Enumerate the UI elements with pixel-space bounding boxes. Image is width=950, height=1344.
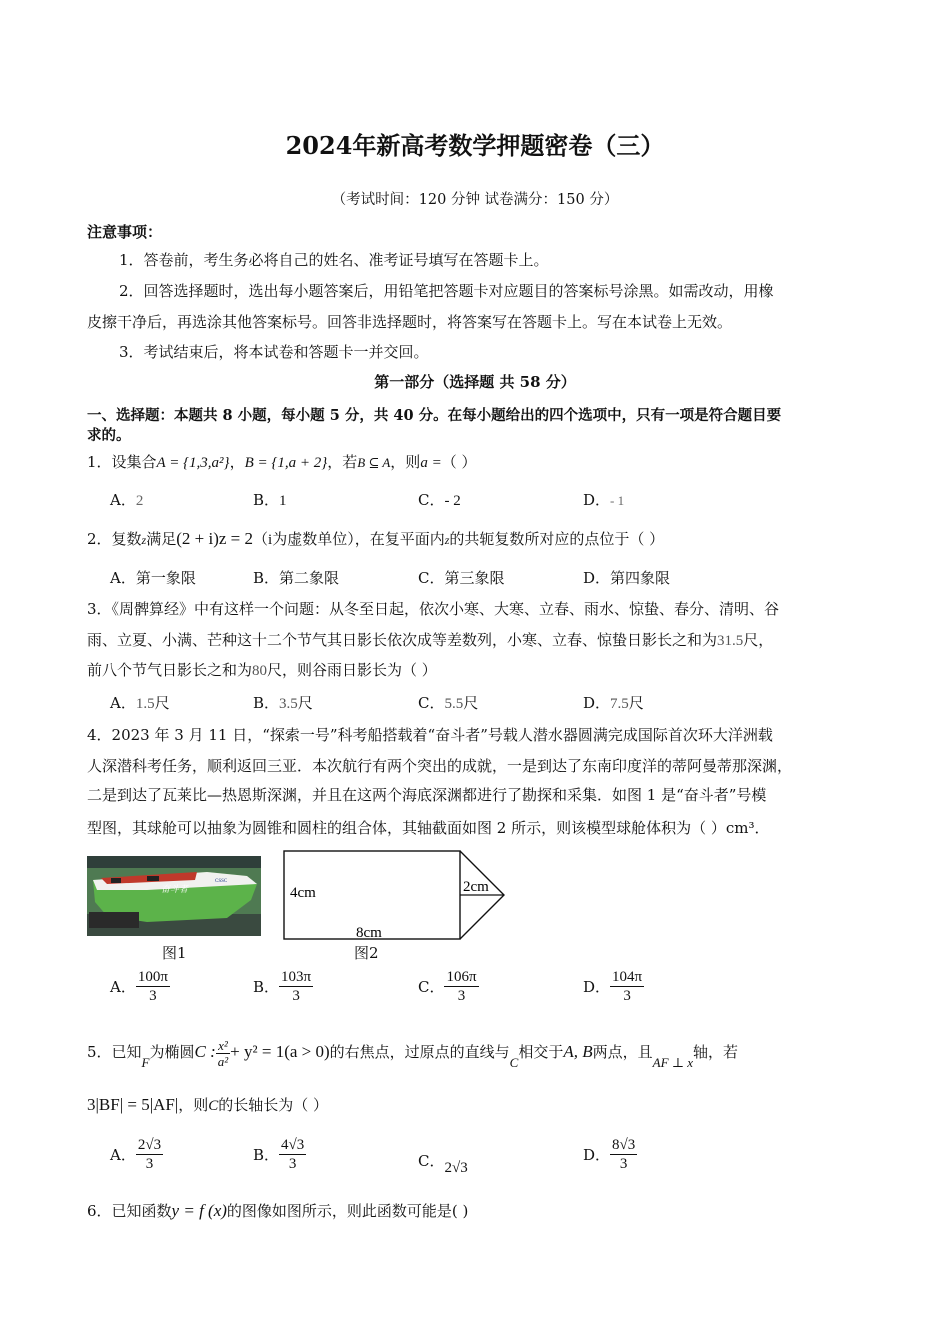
notice-item: 3．考试结束后，将本试卷和答题卡一并交回。 <box>119 343 429 361</box>
q5-option-a <box>110 1136 163 1173</box>
q3-text: 前八个节气日影长之和为 <box>87 661 253 679</box>
q5-line2 <box>87 1094 328 1115</box>
option-label: D． <box>583 569 611 587</box>
fraction-numerator: 103π <box>281 969 312 985</box>
section-heading-cont: 求的。 <box>87 427 131 444</box>
figure-2-diagram <box>282 848 512 944</box>
fraction-denominator: 3 <box>145 1156 154 1172</box>
q6-function: y = f (x) <box>171 1201 227 1220</box>
q3-text: 雨、立夏、小满、芒种这十二个节气其日影长依次成等差数列，小寒、立春、惊蛰日影长之和为 <box>87 631 718 649</box>
q5-perp: AF ⊥ x <box>652 1055 694 1070</box>
fraction-numerator: 106π <box>446 969 477 985</box>
option-label: D． <box>583 1146 611 1164</box>
fraction-numerator: 2√3 <box>137 1137 162 1153</box>
exam-info: （考试时间：120 分钟 试卷满分：150 分） <box>331 192 619 208</box>
option-unit: 尺 <box>463 694 479 712</box>
option-fraction <box>444 968 478 1005</box>
option-label: B． <box>253 978 280 996</box>
q3-value: 80 <box>252 663 268 679</box>
q3-line2 <box>87 629 773 650</box>
question-6 <box>87 1200 468 1221</box>
fraction-numerator: 100π <box>137 969 168 985</box>
q4-option-b <box>253 968 313 1005</box>
q1-option-d <box>583 489 624 510</box>
label-length: 8cm <box>356 925 382 941</box>
q5-ellipse-name: C : <box>194 1042 216 1061</box>
q4-option-d <box>583 968 644 1005</box>
fraction-denominator: 3 <box>288 1156 297 1172</box>
q1-condition: B ⊆ A <box>357 455 391 470</box>
label-height: 4cm <box>290 885 316 901</box>
q6-text: 6．已知函数 <box>87 1202 172 1220</box>
q5-text: 的右焦点，过原点的直线与 <box>329 1043 510 1061</box>
option-value: 7.5 <box>610 696 629 712</box>
option-value: 第二象限 <box>279 569 340 587</box>
option-label: C． <box>418 978 445 996</box>
q5-points: A, B <box>563 1042 593 1061</box>
q5-ellipse-eq: + y² = 1(a > 0) <box>230 1042 330 1061</box>
option-label: B． <box>253 694 280 712</box>
q5-text: 轴，若 <box>693 1043 739 1061</box>
option-unit: 尺 <box>628 694 644 712</box>
option-value: 第四象限 <box>610 569 671 587</box>
section-heading: 一、选择题：本题共 8 小题，每小题 5 分，共 40 分。在每小题给出的四个选项中，只有一项是符合题目要 <box>87 407 782 424</box>
fraction-numerator: 104π <box>612 969 643 985</box>
option-value: 2 <box>135 493 144 509</box>
q1-text: （ ） <box>441 453 477 471</box>
q4-option-a <box>110 968 170 1005</box>
notice-item: 2．回答选择题时，选出每小题答案后，用铅笔把答题卡对应题目的答案标号涂黑。如需改动，用橡 <box>119 282 774 300</box>
q3-option-c <box>418 692 478 713</box>
page-title: 2024年新高考数学押题密卷（三） <box>285 131 665 160</box>
option-label: B． <box>253 1146 280 1164</box>
option-label: A． <box>110 978 136 996</box>
question-5 <box>87 1030 738 1085</box>
q3-text: 尺，则谷雨日影长为（ ） <box>267 661 437 679</box>
option-value: 1 <box>279 493 287 509</box>
q2-text: 2．复数 <box>87 530 142 548</box>
fraction-denominator: 3 <box>292 988 300 1004</box>
q2-option-b <box>253 567 339 588</box>
photo-label: 奋斗者 <box>161 884 189 894</box>
q5-option-b <box>253 1136 306 1173</box>
question-1 <box>87 451 476 472</box>
q1-ask: a = <box>420 455 442 471</box>
q4-line3: 二是到达了瓦莱比—热恩斯深渊，并且在这两个海底深渊都进行了勘探和采集．如图 1 是“奋斗者”号模 <box>87 786 767 804</box>
option-value: 5.5 <box>444 696 464 712</box>
option-value: - 2 <box>444 493 461 509</box>
option-label: C． <box>418 694 445 712</box>
option-value: 2√3 <box>444 1160 468 1176</box>
q1-set-b: B = {1,a + 2} <box>244 455 328 471</box>
q2-equation: (2 + i)z = 2 <box>176 529 253 548</box>
q1-text: ，若 <box>327 453 358 471</box>
option-label: B． <box>253 569 280 587</box>
option-label: A． <box>110 694 136 712</box>
q5-curve: C <box>208 1098 219 1114</box>
q3-option-b <box>253 692 313 713</box>
notice-item: 皮擦干净后，再选涂其他答案标号。回答非选择题时，将答案写在答题卡上。写在本试卷上无效。 <box>87 313 733 331</box>
q2-i: i <box>268 532 273 548</box>
q1-text: ， <box>229 453 245 471</box>
q1-option-b <box>253 489 287 510</box>
option-fraction <box>279 1136 306 1173</box>
q5-text: 两点，且 <box>592 1043 653 1061</box>
notice-heading: 注意事项： <box>87 223 163 241</box>
option-unit: 尺 <box>297 694 313 712</box>
option-label: A． <box>110 1146 136 1164</box>
q2-text: （ <box>253 530 269 548</box>
submersible-photo <box>87 856 261 936</box>
q5-text: 的长轴长为（ ） <box>218 1096 329 1114</box>
q2-z: z <box>141 533 147 547</box>
q4-line1: 4．2023 年 3 月 11 日，“探索一号”科考船搭载着“奋斗者”号载人潜水器圆满完成国际首次环大洋洲载 <box>87 726 773 744</box>
q3-option-d <box>583 692 644 713</box>
q5-ellipse-fraction <box>216 1038 230 1069</box>
q4-line2: 人深潜科考任务，顺利返回三亚．本次航行有两个突出的成就，一是到达了东南印度洋的蒂阿曼蒂那深渊， <box>87 757 793 775</box>
q3-line1: 3．《周髀算经》中有这样一个问题：从冬至日起，依次小寒、大寒、立春、雨水、惊蛰、春分、清明、谷 <box>87 600 780 618</box>
q2-text: 为虚数单位），在复平面内 <box>272 530 445 548</box>
option-label: C． <box>418 491 445 509</box>
q3-option-a <box>110 692 170 713</box>
option-value: 第一象限 <box>135 569 196 587</box>
option-fraction <box>610 1136 637 1173</box>
option-label: D． <box>583 491 611 509</box>
q1-set-a: A = {1,3,a²} <box>156 455 230 471</box>
q5-condition: 3|BF| = 5|AF| <box>87 1095 179 1114</box>
q1-option-c <box>418 489 461 510</box>
q5-focus: F <box>141 1055 150 1070</box>
option-label: C． <box>418 1152 445 1170</box>
fraction-denominator: 3 <box>457 988 466 1004</box>
q2-option-c <box>418 567 505 588</box>
option-fraction <box>279 968 313 1005</box>
q2-text: 的共轭复数所对应的点位于（ ） <box>449 530 665 548</box>
option-unit: 尺 <box>154 694 170 712</box>
submersible-illustration <box>87 856 261 936</box>
option-fraction <box>136 968 170 1005</box>
option-label: D． <box>583 978 611 996</box>
q1-text: 1．设集合 <box>87 453 157 471</box>
fraction-numerator: 8√3 <box>612 1137 636 1153</box>
fraction-denominator: 3 <box>149 988 157 1004</box>
q3-line3 <box>87 659 437 680</box>
option-label: A． <box>110 491 136 509</box>
option-value: - 1 <box>610 493 625 508</box>
q2-option-a <box>110 567 196 588</box>
notice-item: 1．答卷前，考生务必将自己的姓名、准考证号填写在答题卡上。 <box>119 251 549 269</box>
option-value: 第三象限 <box>444 569 505 587</box>
q5-text: 5．已知 <box>87 1043 142 1061</box>
q3-text: 尺， <box>743 631 774 649</box>
option-label: B． <box>253 491 280 509</box>
figure-2-caption: 图2 <box>354 944 379 962</box>
option-fraction <box>610 968 644 1005</box>
figure-1-caption: 图1 <box>162 944 187 962</box>
q5-text: 相交于 <box>518 1043 564 1061</box>
fraction-numerator: x² <box>216 1038 230 1054</box>
question-2 <box>87 528 664 549</box>
q5-text: 为椭圆 <box>149 1043 195 1061</box>
label-cone-height: 2cm <box>463 879 489 895</box>
q1-option-a <box>110 489 143 510</box>
fraction-numerator: 4√3 <box>281 1137 305 1153</box>
q6-text: 的图像如图所示，则此函数可能是( ) <box>226 1202 469 1220</box>
option-label: C． <box>418 569 445 587</box>
photo-badge: CSSC <box>215 879 228 884</box>
q4-option-c <box>418 968 479 1005</box>
q2-text: 满足 <box>146 530 177 548</box>
q5-text: ，则 <box>178 1096 209 1114</box>
q2-option-d <box>583 567 670 588</box>
option-value: 3.5 <box>279 696 298 712</box>
q3-value: 31.5 <box>717 633 744 649</box>
option-value: 1.5 <box>135 696 155 712</box>
q5-curve: C <box>509 1055 519 1070</box>
q5-option-c <box>418 1150 468 1177</box>
option-label: A． <box>110 569 136 587</box>
fraction-denominator: 3 <box>623 988 631 1004</box>
option-label: D． <box>583 694 611 712</box>
fraction-denominator: a² <box>217 1053 229 1069</box>
q4-line4: 型图，其球舱可以抽象为圆锥和圆柱的组合体，其轴截面如图 2 所示，则该模型球舱体积为（ ）cm³． <box>87 819 770 837</box>
q1-text: ，则 <box>390 453 421 471</box>
option-fraction <box>136 1136 163 1173</box>
fraction-denominator: 3 <box>619 1156 628 1172</box>
q5-option-d <box>583 1136 637 1173</box>
q2-z: z <box>444 533 450 547</box>
part-heading: 第一部分（选择题 共 58 分） <box>374 373 576 391</box>
